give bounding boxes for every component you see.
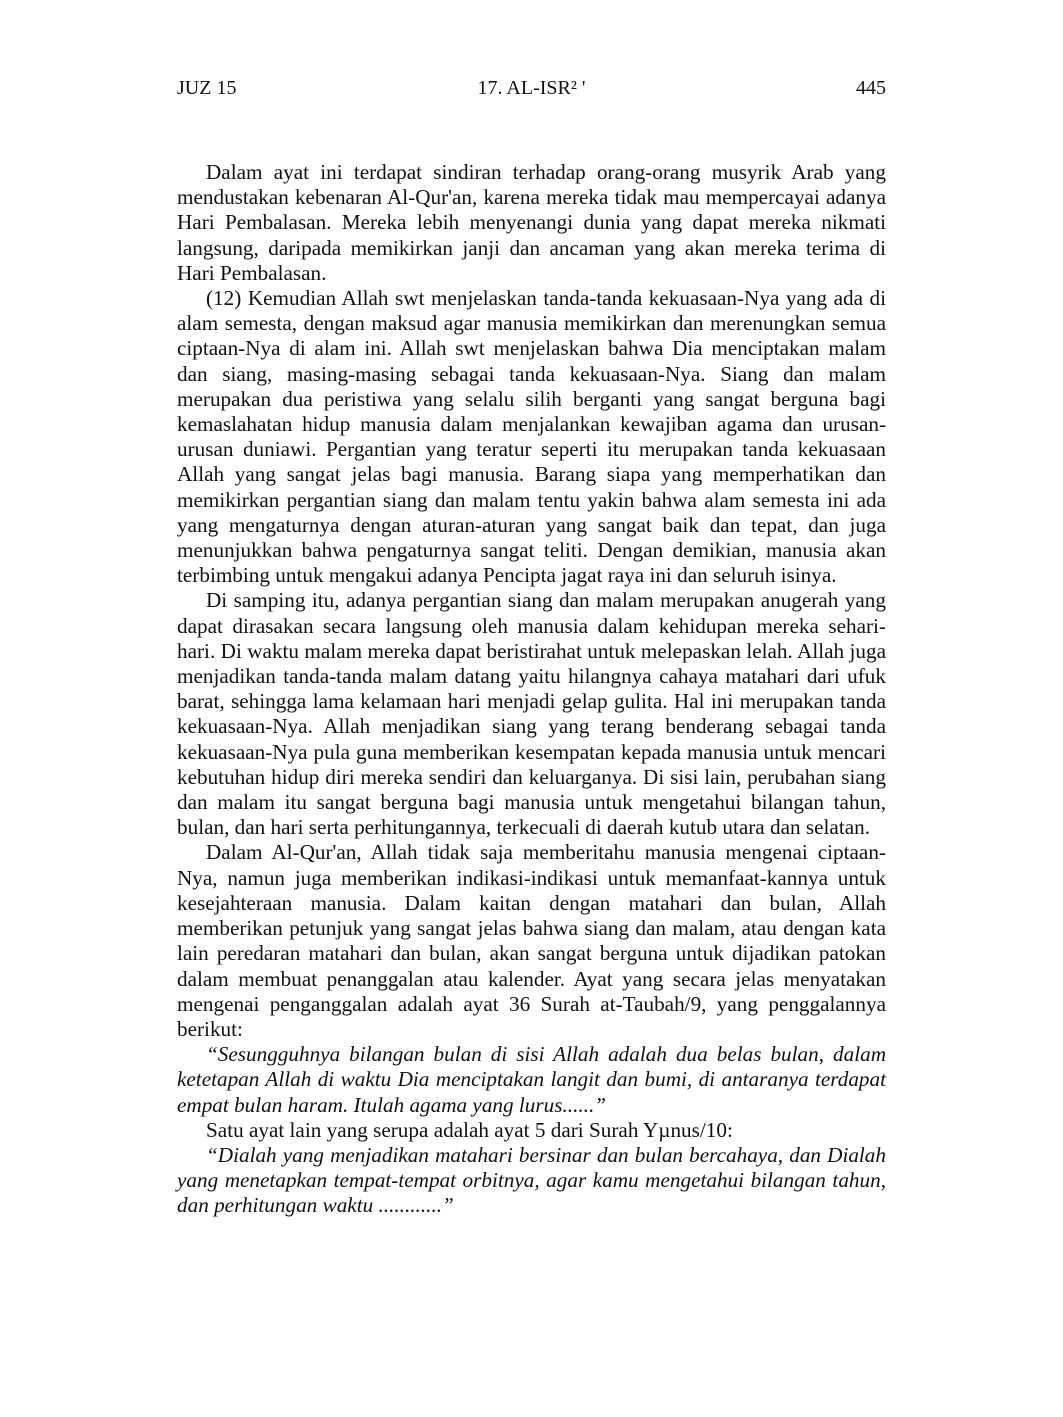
juz-label: JUZ 15 <box>177 77 237 99</box>
quote-at-taubah: “Sesungguhnya bilangan bulan di sisi Allah adalah dua belas bulan, dalam ketetapan Allah di waktu Dia menciptakan langit dan bumi, di antaranya terdapat empat bulan haram. Itulah agama yang lurus......” <box>177 1042 886 1117</box>
page-number: 445 <box>856 77 886 99</box>
paragraph-intro: Dalam ayat ini terdapat sindiran terhadap orang-orang musyrik Arab yang mendustakan kebenaran Al-Qur'an, karena mereka tidak mau mempercayai adanya Hari Pembalasan. Mereka lebih menyenangi dunia yang dapat mereka nikmati langsung, daripada memikirkan janji dan ancaman yang akan mereka terima di Hari Pembalasan. <box>177 160 886 285</box>
running-header <box>177 74 886 102</box>
body-text <box>177 160 886 1219</box>
surah-title: 17. AL-ISR² ' <box>477 77 586 99</box>
paragraph-yunus-intro: Satu ayat lain yang serupa adalah ayat 5 dari Surah Yµnus/10: <box>206 1117 733 1142</box>
paragraph-day-night: Di samping itu, adanya pergantian siang dan malam merupakan anugerah yang dapat dirasakan secara langsung oleh manusia dalam kehidupan mereka sehari-hari. Di waktu malam mereka dapat beristirahat untuk melepaskan lelah. Allah juga menjadikan tanda-tanda malam datang yaitu hilangnya cahaya matahari dari ufuk barat, sehingga lama kelamaan hari menjadi gelap gulita. Hal ini merupakan tanda kekuasaan-Nya. Allah menjadikan siang yang terang benderang sebagai tanda kekuasaan-Nya pula guna memberikan kesempatan kepada manusia untuk mencari kebutuhan hidup diri mereka sendiri dan keluarganya. Di sisi lain, perubahan siang dan malam itu sangat berguna bagi manusia untuk mengetahui bilangan tahun, bulan, dan hari serta perhitungannya, terkecuali di daerah kutub utara dan selatan. <box>177 588 886 840</box>
paragraph-calendar: Dalam Al-Qur'an, Allah tidak saja memberitahu manusia mengenai ciptaan-Nya, namun juga memberikan indikasi-indikasi untuk memanfaat-kannya untuk kesejahteraan manusia. Dalam kaitan dengan matahari dan bulan, Allah memberikan petunjuk yang sangat jelas bahwa siang dan malam, atau dengan kata lain peredaran matahari dan bulan, akan sangat berguna untuk dijadikan patokan dalam membuat penanggalan atau kalender. Ayat yang secara jelas menyatakan mengenai penganggalan adalah ayat 36 Surah at-Taubah/9, yang penggalannya berikut: <box>177 840 886 1041</box>
quote-yunus: “Dialah yang menjadikan matahari bersinar dan bulan bercahaya, dan Dialah yang menetapkan tempat-tempat orbitnya, agar kamu mengetahui bilangan tahun, dan perhitungan waktu ............” <box>177 1142 886 1218</box>
paragraph-verse-12: (12) Kemudian Allah swt menjelaskan tanda-tanda kekuasaan-Nya yang ada di alam semesta, dengan maksud agar manusia memikirkan dan merenungkan semua ciptaan-Nya di alam ini. Allah swt menjelaskan bahwa Dia menciptakan malam dan siang, masing-masing sebagai tanda kekuasaan-Nya. Siang dan malam merupakan dua peristiwa yang selalu silih berganti yang sangat berguna bagi kemaslahatan hidup manusia dalam menjalankan kewajiban agama dan urusan-urusan duniawi. Pergantian yang teratur seperti itu merupakan tanda kekuasaan Allah yang sangat jelas bagi manusia. Barang siapa yang memperhatikan dan memikirkan pergantian siang dan malam tentu yakin bahwa alam semesta ini ada yang mengaturnya dengan aturan-aturan yang sangat baik dan tepat, dan juga menunjukkan bahwa pengaturnya sangat teliti. Dengan demikian, manusia akan terbimbing untuk mengakui adanya Pencipta jagat raya ini dan seluruh isinya. <box>177 286 886 588</box>
book-page <box>177 0 886 1417</box>
